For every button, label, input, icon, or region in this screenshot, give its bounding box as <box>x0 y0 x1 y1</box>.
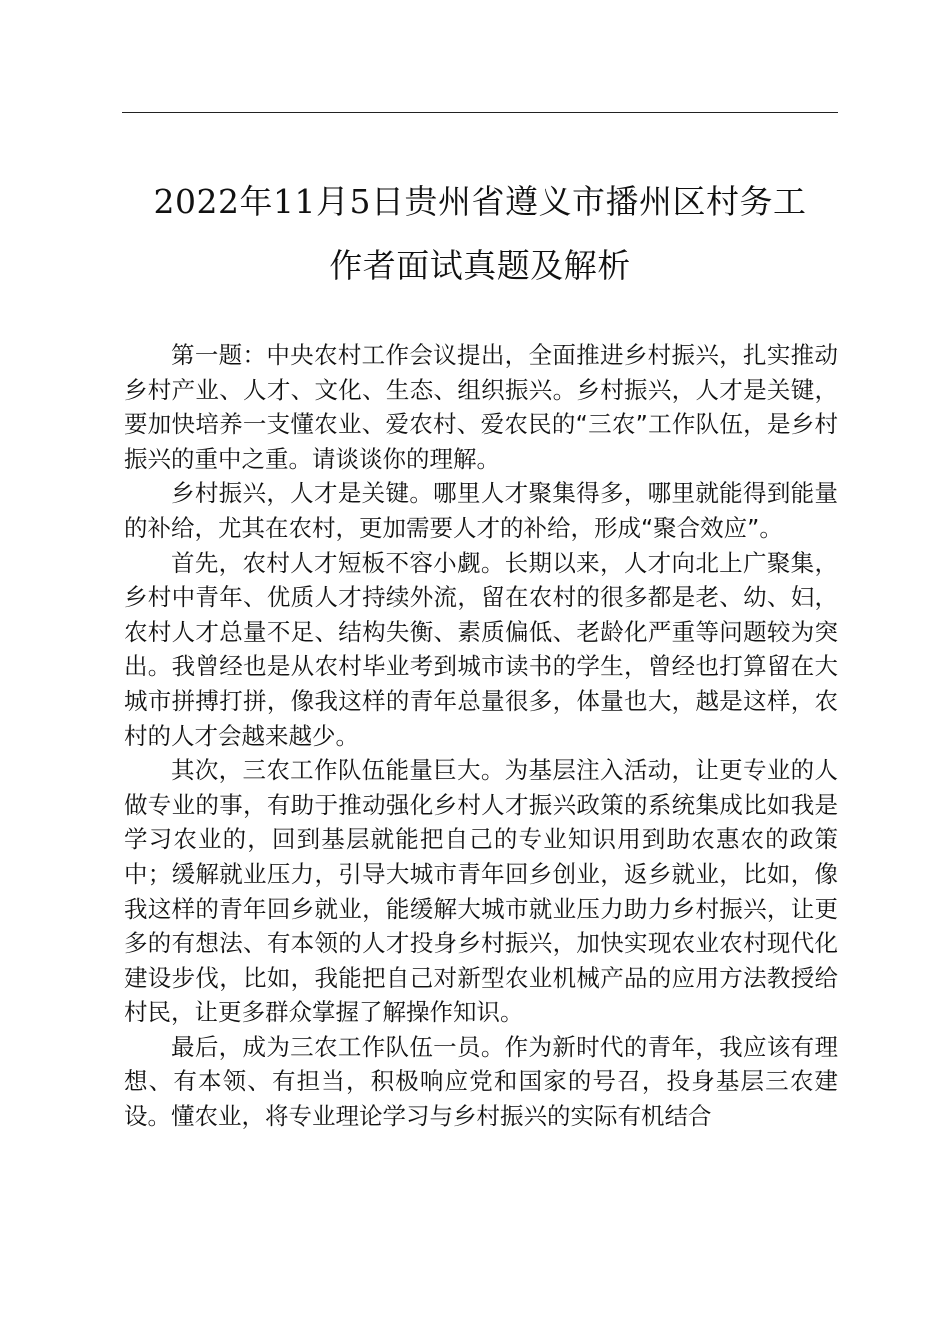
answer-final-point: 最后，成为三农工作队伍一员。作为新时代的青年，我应该有理想、有本领、有担当，积极响应党和国家的号召，投身基层三农建设。懂农业，将专业理论学习与乡村振兴的实际有机结合 <box>124 1032 838 1131</box>
title-line-2: 作者面试真题及解析 <box>329 246 631 285</box>
question-paragraph: 第一题：中央农村工作会议提出，全面推进乡村振兴，扎实推动乡村产业、人才、文化、生态、组织振兴。乡村振兴，人才是关键，要加快培养一支懂农业、爱农村、爱农民的“三农”工作队伍，是乡村振兴的重中之重。请谈谈你的理解。 <box>124 341 838 473</box>
document-title <box>122 170 838 298</box>
answer-second-point: 其次，三农工作队伍能量巨大。为基层注入活动，让更专业的人做专业的事，有助于推动强化乡村人才振兴政策的系统集成比如我是学习农业的，回到基层就能把自己的专业知识用到助农惠农的政策中；缓解就业压力，引导大城市青年回乡创业，返乡就业，比如，像我这样的青年回乡就业，能缓解大城市就业压力助力乡村振兴，让更多的有想法、有本领的人才投身乡村振兴，加快实现农业农村现代化建设步伐，比如，我能把自己对新型农业机械产品的应用方法教授给村民，让更多群众掌握了解操作知识。 <box>124 756 838 1027</box>
header-rule <box>122 112 838 113</box>
title-line-1: 2022年11月5日贵州省遵义市播州区村务工 <box>153 182 807 221</box>
document-body <box>124 338 838 1134</box>
answer-intro-paragraph: 乡村振兴，人才是关键。哪里人才聚集得多，哪里就能得到能量的补给，尤其在农村，更加需要人才的补给，形成“聚合效应”。 <box>124 479 838 542</box>
answer-first-point: 首先，农村人才短板不容小觑。长期以来，人才向北上广聚集，乡村中青年、优质人才持续外流，留在农村的很多都是老、幼、妇，农村人才总量不足、结构失衡、素质偏低、老龄化严重等问题较为突出。我曾经也是从农村毕业考到城市读书的学生，曾经也打算留在大城市拼搏打拼，像我这样的青年总量很多，体量也大，越是这样，农村的人才会越来越少。 <box>124 548 838 750</box>
